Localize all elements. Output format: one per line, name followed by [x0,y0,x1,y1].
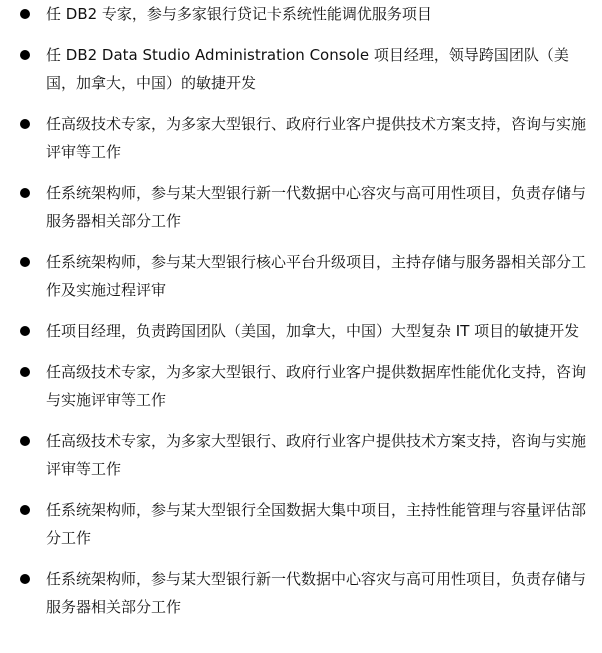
list-item-text: 任系统架构师，参与某大型银行新一代数据中心容灾与高可用性项目，负责存储与服务器相关部分工作 [46,570,587,616]
list-item [0,0,602,28]
list-item-text: 任系统架构师，参与某大型银行全国数据大集中项目，主持性能管理与容量评估部分工作 [46,501,587,547]
list-item [0,317,602,345]
list-item-text: 任 DB2 Data Studio Administration Console 项目经理，领导跨国团队（美国，加拿大，中国）的敏捷开发 [46,46,569,92]
bullet-icon [20,574,30,584]
list-item-text: 任 DB2 专家，参与多家银行贷记卡系统性能调优服务项目 [46,5,432,23]
list-item-text: 任系统架构师，参与某大型银行核心平台升级项目，主持存储与服务器相关部分工作及实施过程评审 [46,253,587,299]
bullet-icon [20,50,30,60]
list-item-text: 任高级技术专家，为多家大型银行、政府行业客户提供数据库性能优化支持，咨询与实施评审等工作 [46,363,587,409]
list-item-text: 任高级技术专家，为多家大型银行、政府行业客户提供技术方案支持，咨询与实施评审等工作 [46,432,587,478]
list-item [0,179,602,235]
bullet-icon [20,119,30,129]
list-item-text: 任项目经理，负责跨国团队（美国，加拿大，中国）大型复杂 IT 项目的敏捷开发 [46,322,580,340]
bullet-icon [20,9,30,19]
bullet-icon [20,505,30,515]
bullet-icon [20,326,30,336]
bullet-icon [20,367,30,377]
list-item [0,496,602,552]
list-item [0,248,602,304]
list-item [0,110,602,166]
list-item-text: 任系统架构师，参与某大型银行新一代数据中心容灾与高可用性项目，负责存储与服务器相关部分工作 [46,184,587,230]
bullet-icon [20,436,30,446]
list-item [0,427,602,483]
list-item [0,41,602,97]
list-item [0,565,602,621]
list-item [0,358,602,414]
bullet-icon [20,188,30,198]
bullet-icon [20,257,30,267]
list-item-text: 任高级技术专家，为多家大型银行、政府行业客户提供技术方案支持，咨询与实施评审等工作 [46,115,587,161]
